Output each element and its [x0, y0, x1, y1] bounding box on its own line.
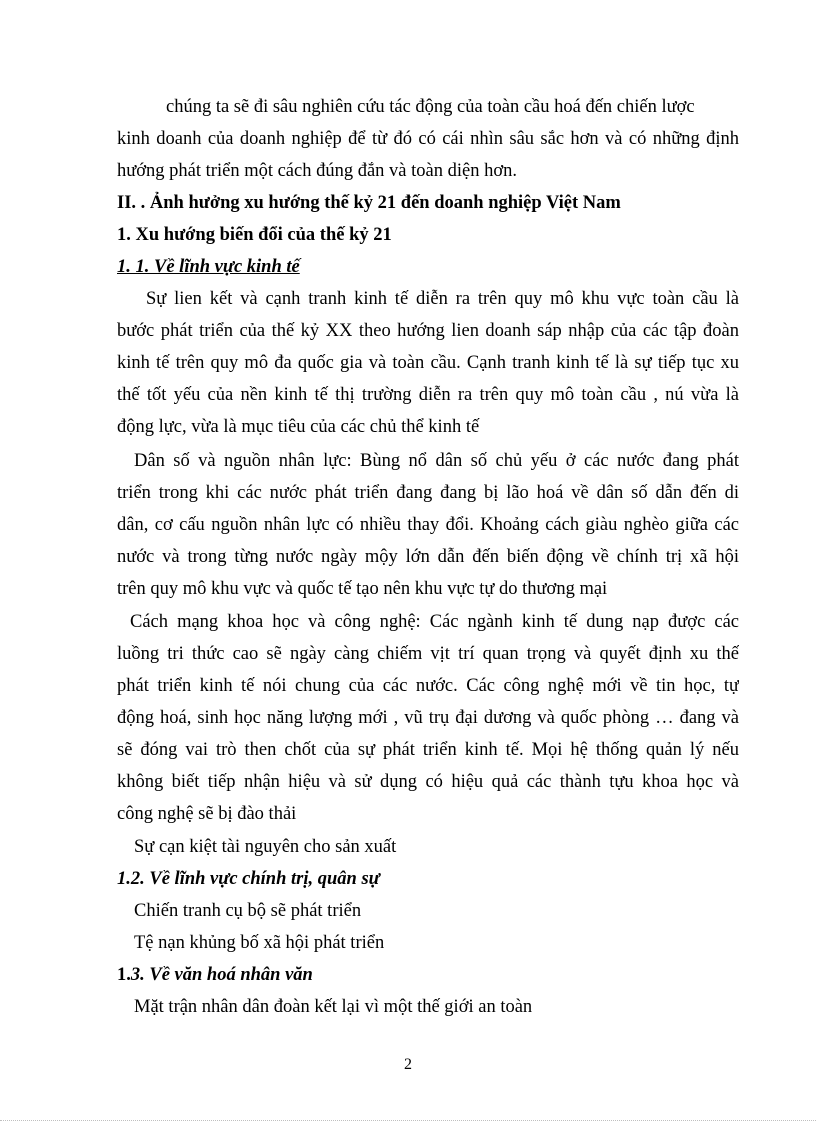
science-line-6: không biết tiếp nhận hiệu và sử dụng có hiệu quả các thành tựu khoa học và	[117, 772, 739, 792]
heading-1-3-prefix: 1.	[117, 965, 131, 985]
science-line-2: luồng tri thức cao sẽ ngày càng chiếm vịt trí quan trọng và quyết định xu thế	[117, 644, 739, 664]
science-line-5: sẽ đóng vai trò then chốt của sự phát triển kinh tế. Mọi hệ thống quản lý nếu	[117, 740, 739, 760]
science-line-3: phát triển kinh tế nói chung của các nước. Các công nghệ mới về tin học, tự	[117, 676, 739, 696]
science-line-4: động hoá, sinh học năng lượng mới , vũ trụ đại dương và quốc phòng … đang và	[117, 708, 739, 728]
intro-line-2: kinh doanh của doanh nghiệp để từ đó có cái nhìn sâu sắc hơn và có những định	[117, 129, 739, 149]
heading-1-1: 1. 1. Về lĩnh vực kinh tế	[117, 257, 300, 277]
terror-line: Tệ nạn khủng bố xã hội phát triển	[134, 933, 385, 953]
intro-line-1: chúng ta sẽ đi sâu nghiên cứu tác động của toàn cầu hoá đến chiến lược	[166, 97, 695, 117]
science-line-7: công nghệ sẽ bị đào thải	[117, 804, 297, 824]
intro-line-3: hướng phát triển một cách đúng đắn và toàn diện hơn.	[117, 161, 518, 181]
science-line-1: Cách mạng khoa học và công nghệ: Các ngành kinh tế dung nạp được các	[130, 612, 739, 632]
population-line-1: Dân số và nguồn nhân lực: Bùng nổ dân số chủ yếu ở các nước đang phát	[134, 451, 739, 471]
economy-line-4: thế tốt yếu của nền kinh tế thị trường diễn ra trên quy mô toàn cầu , nú vừa là	[117, 385, 739, 405]
economy-line-3: kinh tế trên quy mô đa quốc gia và toàn cầu. Cạnh tranh kinh tế là sự tiếp tục xu	[117, 353, 739, 373]
economy-line-5: động lực, vừa là mục tiêu của các chủ thể kinh tế	[117, 417, 480, 437]
population-line-3: dân, cơ cấu nguồn nhân lực có nhiều thay đổi. Khoảng cách giàu nghèo giữa các	[117, 515, 739, 535]
heading-1-3	[117, 959, 739, 991]
page-bottom-edge	[0, 1120, 816, 1121]
population-line-5: trên quy mô khu vực và quốc tế tạo nên khu vực tự do thương mại	[117, 579, 608, 599]
economy-line-2: bước phát triển của thế kỷ XX theo hướng lien doanh sáp nhập của các tập đoàn	[117, 321, 739, 341]
heading-1-2: 1.2. Về lĩnh vực chính trị, quân sự	[117, 869, 380, 889]
page-number: 2	[404, 1056, 412, 1073]
population-line-2: triển trong khi các nước phát triển đang đang bị lão hoá về dân số dẫn đến di	[117, 483, 739, 503]
economy-line-1: Sự lien kết và cạnh tranh kinh tế diễn ra trên quy mô khu vực toàn cầu là	[146, 289, 739, 309]
section-heading-ii: II. . Ảnh hưởng xu hướng thế kỷ 21 đến doanh nghiệp Việt Nam	[117, 193, 621, 213]
heading-1: 1. Xu hướng biến đổi của thế kỷ 21	[117, 225, 392, 245]
population-line-4: nước và trong từng nước ngày mộy lớn dẫn đến biến động về chính trị xã hội	[117, 547, 739, 567]
resources-line: Sự cạn kiệt tài nguyên cho sản xuất	[134, 837, 397, 857]
war-line: Chiến tranh cụ bộ sẽ phát triển	[134, 901, 362, 921]
heading-1-3-title: 3. Về văn hoá nhân văn	[130, 965, 313, 985]
culture-line: Mặt trận nhân dân đoàn kết lại vì một thế giới an toàn	[134, 997, 533, 1017]
